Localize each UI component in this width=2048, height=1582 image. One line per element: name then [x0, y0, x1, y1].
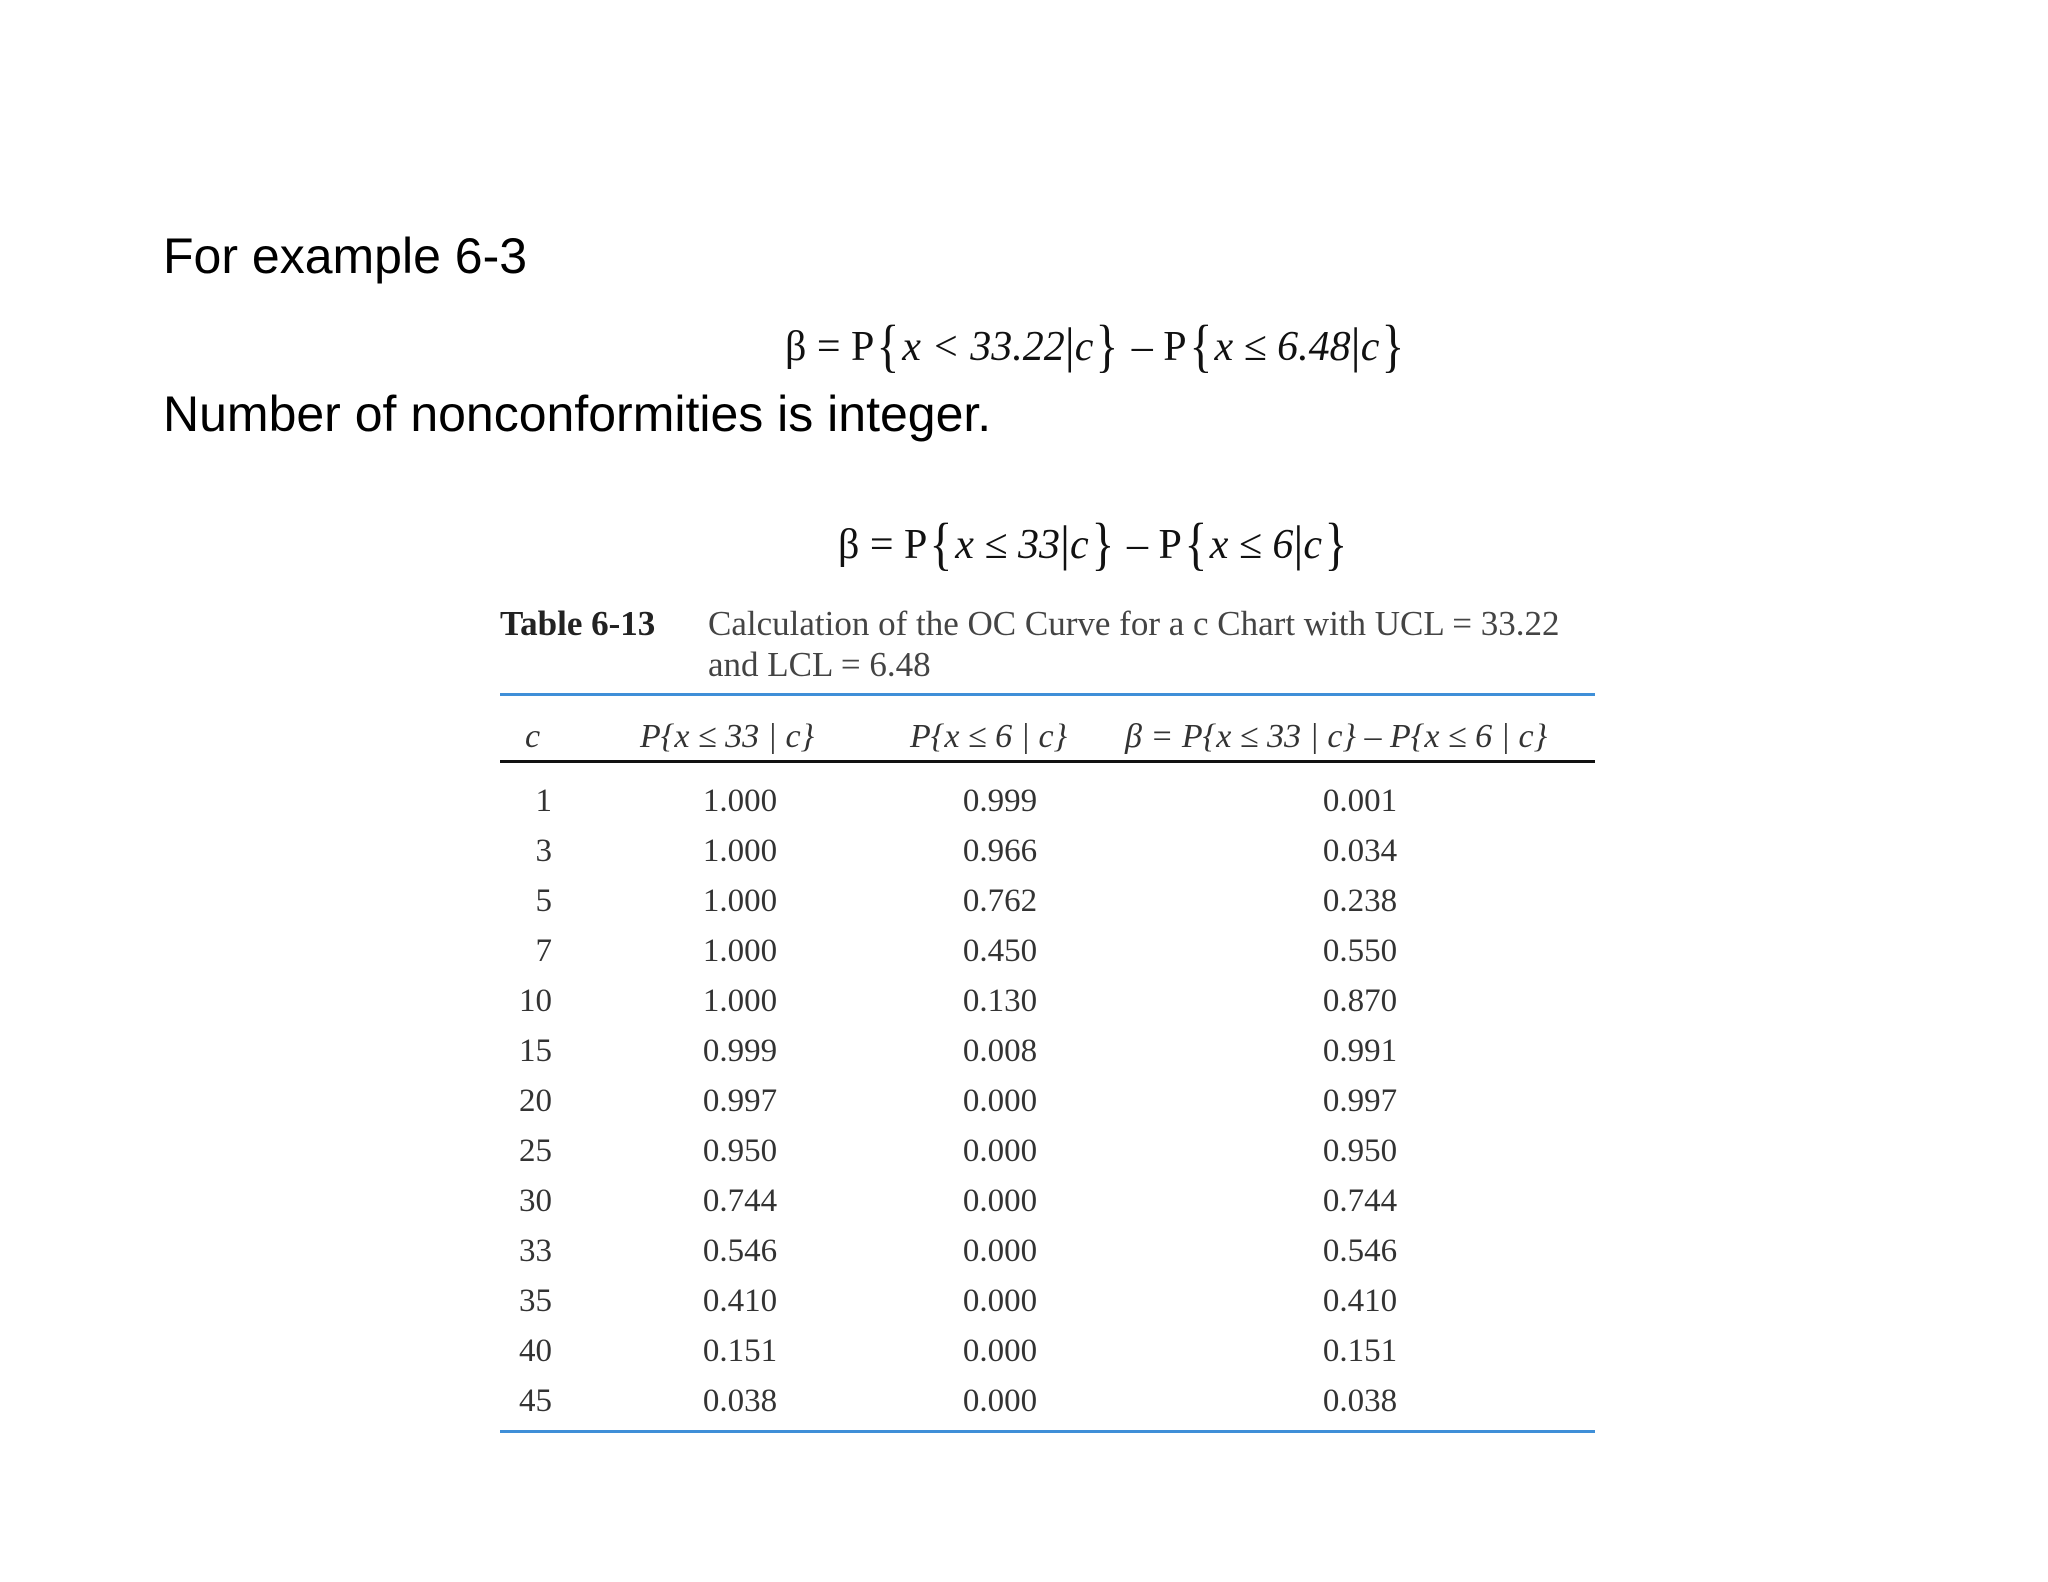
table-cell-beta: 0.997 [1322, 1083, 1398, 1119]
formula-minus: – P [1116, 522, 1182, 568]
table-cell-p6: 0.000 [962, 1383, 1038, 1419]
table-row [500, 780, 1595, 830]
table-row [500, 980, 1595, 1030]
table-cell-p6: 0.762 [962, 883, 1038, 919]
table-cell-p33: 0.038 [702, 1383, 778, 1419]
table-cell-p6: 0.000 [962, 1283, 1038, 1319]
formula-term-upper: x ≤ 33 [955, 522, 1060, 568]
formula-given: c [1069, 522, 1089, 568]
table-cell-p6: 0.000 [962, 1133, 1038, 1169]
table-cell-p6: 0.000 [962, 1233, 1038, 1269]
table-row [500, 1130, 1595, 1180]
table-row [500, 830, 1595, 880]
table-cell-beta: 0.546 [1322, 1233, 1398, 1269]
table-row [500, 1180, 1595, 1230]
table-cell-c: 5 [535, 883, 552, 919]
table-row [500, 1330, 1595, 1380]
table-cell-p6: 0.450 [962, 933, 1038, 969]
table-cell-p33: 0.999 [702, 1033, 778, 1069]
table-cell-c: 10 [519, 983, 552, 1019]
table-bottom-rule [500, 1430, 1595, 1433]
table-cell-p33: 0.151 [702, 1333, 778, 1369]
header-c: c [525, 718, 541, 755]
table-cell-c: 15 [519, 1033, 552, 1069]
table-row [500, 880, 1595, 930]
table-body [500, 780, 1595, 1430]
table-cell-beta: 0.550 [1322, 933, 1398, 969]
table-cell-p33: 1.000 [702, 833, 778, 869]
table-cell-p6: 0.000 [962, 1333, 1038, 1369]
formula-given: c [1303, 522, 1323, 568]
table-row [500, 1230, 1595, 1280]
example-heading: For example 6-3 [163, 228, 528, 284]
conditional-bar-glyph: | [1064, 317, 1075, 373]
table-row [500, 1080, 1595, 1130]
table-header-rule [500, 760, 1595, 763]
table-cell-c: 20 [519, 1083, 552, 1119]
left-brace-glyph: { [876, 313, 900, 378]
table-top-rule [500, 693, 1595, 696]
formula-term-upper: x < 33.22 [902, 324, 1065, 370]
table-cell-c: 1 [535, 783, 552, 819]
left-brace-glyph: { [1189, 313, 1212, 378]
table-cell-p33: 0.950 [702, 1133, 778, 1169]
right-brace-glyph: } [1381, 313, 1405, 378]
table-cell-beta: 0.744 [1322, 1183, 1398, 1219]
table-cell-p33: 0.744 [702, 1183, 778, 1219]
table-cell-beta: 0.151 [1322, 1333, 1398, 1369]
formula-lhs: β = P [785, 324, 875, 370]
formula-lhs: β = P [838, 522, 928, 568]
right-brace-glyph: } [1095, 313, 1119, 378]
table-cell-beta: 0.410 [1322, 1283, 1398, 1319]
table-cell-p6: 0.000 [962, 1083, 1038, 1119]
table-cell-p6: 0.999 [962, 783, 1038, 819]
header-p33: P{x ≤ 33 | c} [640, 718, 815, 755]
table-cell-p6: 0.008 [962, 1033, 1038, 1069]
header-p6: P{x ≤ 6 | c} [910, 718, 1068, 755]
formula-term-lower: x ≤ 6 [1209, 522, 1294, 568]
table-cell-p33: 1.000 [702, 783, 778, 819]
table-cell-p6: 0.000 [962, 1183, 1038, 1219]
table-cell-p33: 0.997 [702, 1083, 778, 1119]
header-beta: β = P{x ≤ 33 | c} – P{x ≤ 6 | c} [1125, 718, 1548, 755]
table-cell-c: 40 [519, 1333, 552, 1369]
beta-formula-continuous [785, 312, 1407, 378]
formula-minus: – P [1121, 324, 1187, 370]
beta-formula-integer [838, 510, 1350, 576]
table-cell-p6: 0.130 [962, 983, 1038, 1019]
table-row [500, 1380, 1595, 1430]
table-row [500, 1280, 1595, 1330]
conditional-bar-glyph: | [1293, 515, 1304, 571]
table-cell-beta: 0.034 [1322, 833, 1398, 869]
table-cell-beta: 0.950 [1322, 1133, 1398, 1169]
table-cell-p33: 0.546 [702, 1233, 778, 1269]
table-cell-c: 45 [519, 1383, 552, 1419]
table-cell-beta: 0.991 [1322, 1033, 1398, 1069]
table-cell-p33: 1.000 [702, 883, 778, 919]
table-label: Table 6-13 [500, 604, 656, 643]
conditional-bar-glyph: | [1350, 317, 1361, 373]
formula-given: c [1074, 324, 1094, 370]
table-cell-c: 25 [519, 1133, 552, 1169]
table-cell-c: 33 [519, 1233, 552, 1269]
table-cell-beta: 0.001 [1322, 783, 1398, 819]
table-cell-p33: 0.410 [702, 1283, 778, 1319]
table-title: Calculation of the OC Curve for a c Chart with UCL = 33.22 and LCL = 6.48 [708, 604, 1560, 684]
table-cell-beta: 0.870 [1322, 983, 1398, 1019]
table-cell-c: 3 [535, 833, 552, 869]
formula-given: c [1360, 324, 1380, 370]
table-cell-p33: 1.000 [702, 933, 778, 969]
left-brace-glyph: { [929, 511, 953, 576]
integer-note: Number of nonconformities is integer. [163, 386, 992, 442]
table-cell-p33: 1.000 [702, 983, 778, 1019]
table-cell-beta: 0.238 [1322, 883, 1398, 919]
table-cell-c: 35 [519, 1283, 552, 1319]
table-cell-p6: 0.966 [962, 833, 1038, 869]
right-brace-glyph: } [1324, 511, 1348, 576]
table-row [500, 930, 1595, 980]
table-cell-c: 7 [535, 933, 552, 969]
formula-term-lower: x ≤ 6.48 [1214, 324, 1351, 370]
table-row [500, 1030, 1595, 1080]
conditional-bar-glyph: | [1059, 515, 1070, 571]
right-brace-glyph: } [1091, 511, 1114, 576]
left-brace-glyph: { [1184, 511, 1208, 576]
table-cell-c: 30 [519, 1183, 552, 1219]
table-cell-beta: 0.038 [1322, 1383, 1398, 1419]
